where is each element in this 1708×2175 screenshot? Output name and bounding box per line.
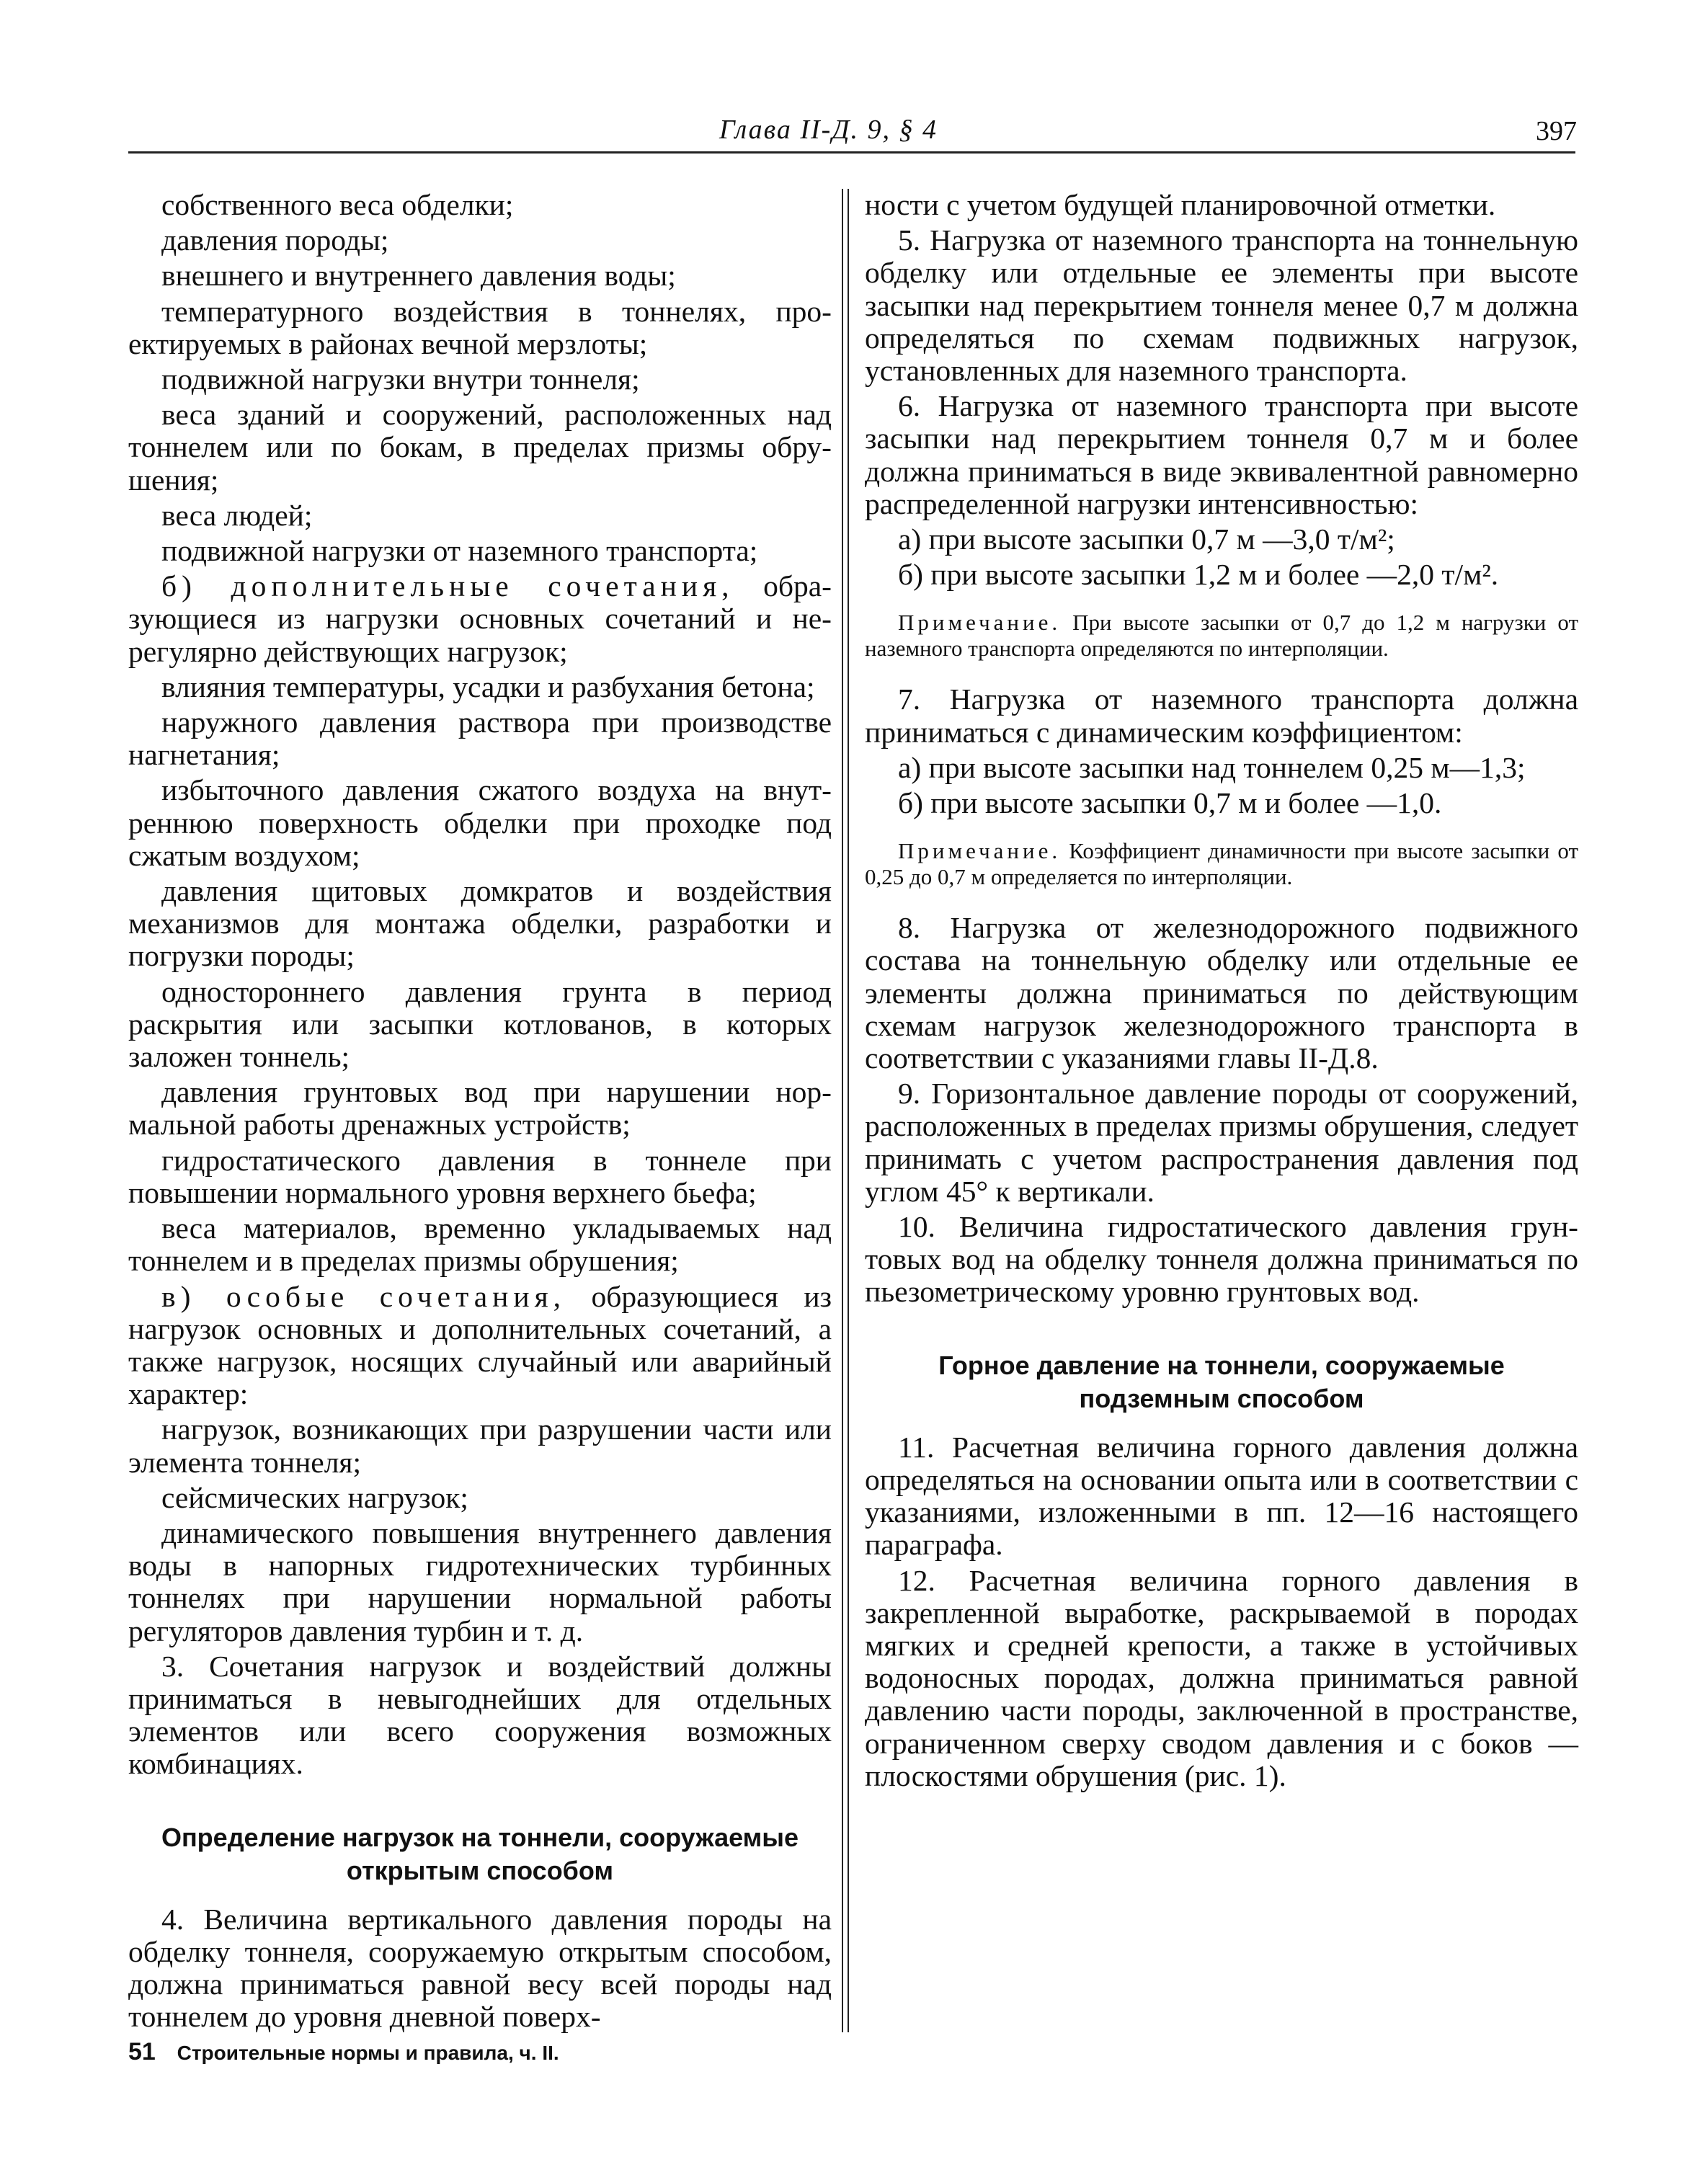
list-item: веса людей;	[161, 498, 313, 532]
left-column	[128, 189, 832, 2036]
list-item: гидростатического давления в тоннеле при повышении нормального уровня верхнего бьефа;	[128, 1143, 832, 1209]
list-item: давления щитовых домкратов и воздействия механизмов для монтажа обделки, разработки и погрузки породы;	[128, 874, 832, 973]
list-item: собственного веса обделки;	[161, 188, 514, 221]
header-rule	[128, 151, 1575, 154]
paragraph-v	[128, 1281, 832, 1411]
paragraph-text: образующиеся из нагрузок основных и дополнительных сочетаний, а также нагрузок, носящих случайный или аварийный характер:	[128, 1279, 832, 1411]
note	[865, 610, 1578, 662]
note-label: Примечание.	[898, 610, 1062, 636]
note-text: При высоте засыпки от 0,7 до 1,2 м нагрузки от наземного транспорта определяются по интерполяции.	[865, 610, 1578, 662]
list-item: влияния температуры, усадки и разбухания бетона;	[161, 670, 815, 703]
paragraph-6: 6. Нагрузка от наземного транспорта при высоте засыпки над перекрытием тоннеля 0,7 м и более должна приниматься в виде эквивалентной равномерно распределенной нагрузки интенсивностью:	[865, 389, 1578, 520]
list-item: давления породы;	[161, 223, 389, 257]
list-item: температурного воздействия в тоннелях, проектируемых в районах вечной мерзлоты;	[128, 294, 832, 360]
list-item: наружного давления раствора при производстве нагнетания;	[128, 706, 832, 772]
paragraph-9: 9. Горизонтальное давление породы от сооружений, расположенных в пределах призмы обрушения, следует принимать с учетом распространения давления под углом 45° к вертикали.	[865, 1077, 1578, 1208]
column-divider	[848, 189, 849, 2032]
list-item: б) при высоте засыпки 1,2 м и более —2,0 т/м².	[898, 558, 1499, 592]
list-item: динамического повышения внутреннего давления воды в напорных гидротехнических турбинных тоннелях при нарушении нормальной работы регуляторов давления турбин и т. д.	[128, 1516, 832, 1647]
page-footer	[128, 2038, 559, 2066]
note-text: Коэффициент динамичности при высоте засыпки от 0,25 до 0,7 м определяется по интерполяции.	[865, 838, 1578, 890]
list-item: нагрузок, возникающих при разрушении части или элемента тоннеля;	[128, 1413, 832, 1479]
section-heading: Определение нагрузок на тоннели, сооружаемые открытым способом	[161, 1822, 799, 1885]
list-item: а) при высоте засыпки над тоннелем 0,25 м—1,3;	[898, 750, 1526, 784]
running-head	[128, 114, 1577, 157]
sheet-number: 51	[128, 2038, 156, 2065]
list-item: веса материалов, временно укладываемых над тоннелем и в пределах призмы обрушения;	[128, 1211, 832, 1278]
list-item: а) при высоте засыпки 0,7 м —3,0 т/м²;	[898, 522, 1395, 556]
paragraph-5: 5. Нагрузка от наземного транспорта на тоннельную обделку или отдельные ее элементы при высоте засыпки над перекрытием тоннеля менее 0,7 м должна определяться по схемам подвижных нагрузок, установленных для наземного транспорта.	[865, 223, 1578, 388]
paragraph-4-continued: ности с учетом будущей планировочной отметки.	[865, 188, 1496, 221]
list-item: одностороннего давления грунта в период раскрытия или засыпки котлованов, в которых заложен тоннель;	[128, 974, 832, 1074]
right-column	[865, 189, 1578, 1795]
note	[865, 838, 1578, 890]
paragraph-8: 8. Нагрузка от железнодорожного подвижного состава на тоннельную обделку или отдельные ее элементы должна приниматься по действующим схемам нагрузок железнодорожного транспорта в соответствии с указаниями главы II-Д.8.	[865, 911, 1578, 1075]
paragraph-11: 11. Расчетная величина горного давления должна определяться на основании опыта или в соответствии с указаниями, изложенными в пп. 12—16 настоящего параграфа.	[865, 1430, 1578, 1562]
running-title: Глава II-Д. 9, § 4	[719, 115, 938, 145]
section-label: в) особые сочетания,	[161, 1279, 566, 1313]
column-divider	[842, 189, 843, 2032]
paragraph-12: 12. Расчетная величина горного давления в закрепленной выработке, раскрываемой в породах мягких и средней крепости, а также в устойчивых водоносных породах, должна приниматься равной давлению части породы, заключенной в пространстве, ограниченном сверху сводом давления и с боков — плоскостями обрушения (рис. 1).	[865, 1563, 1578, 1792]
paragraph-3: 3. Сочетания нагрузок и воздействий должны приниматься в невыгоднейших для отдельных элементов или всего сооружения возможных комбинациях.	[128, 1649, 832, 1781]
section-heading: Горное давление на тоннели, сооружаемые подземным способом	[938, 1350, 1505, 1413]
list-item: веса зданий и сооружений, расположенных над тоннелем или по бокам, в пределах призмы обрушения;	[128, 398, 832, 497]
paragraph-7: 7. Нагрузка от наземного транспорта должна приниматься с динамическим коэффициентом:	[865, 682, 1578, 749]
paragraph-4: 4. Величина вертикального давления породы на обделку тоннеля, сооружаемую открытым способом, должна приниматься равной весу всей породы над тоннелем до уровня дневной поверх-	[128, 1902, 832, 2034]
list-item: сейсмических нагрузок;	[161, 1480, 468, 1514]
footer-text: Строительные нормы и правила, ч. II.	[177, 2042, 559, 2064]
list-item: внешнего и внутреннего давления воды;	[161, 259, 676, 293]
page-number: 397	[1536, 116, 1577, 146]
list-item: б) при высоте засыпки 0,7 м и более —1,0.	[898, 786, 1442, 820]
paragraph-text: образующиеся из нагрузки основных сочетаний и нерегулярно действующих нагрузок;	[128, 569, 832, 668]
note-label: Примечание.	[898, 838, 1062, 864]
paragraph-b	[128, 570, 832, 668]
list-item: подвижной нагрузки от наземного транспорта;	[161, 534, 758, 568]
list-item: избыточного давления сжатого воздуха на внутреннюю поверхность обделки при проходке под сжатым воздухом;	[128, 773, 832, 872]
paragraph-10: 10. Величина гидростатического давления грунтовых вод на обделку тоннеля должна приниматься по пьезометрическому уровню грунтовых вод.	[865, 1210, 1578, 1309]
section-label: б) дополнительные сочетания,	[161, 569, 734, 603]
list-item: подвижной нагрузки внутри тоннеля;	[161, 362, 640, 396]
list-item: давления грунтовых вод при нарушении нормальной работы дренажных устройств;	[128, 1075, 832, 1142]
